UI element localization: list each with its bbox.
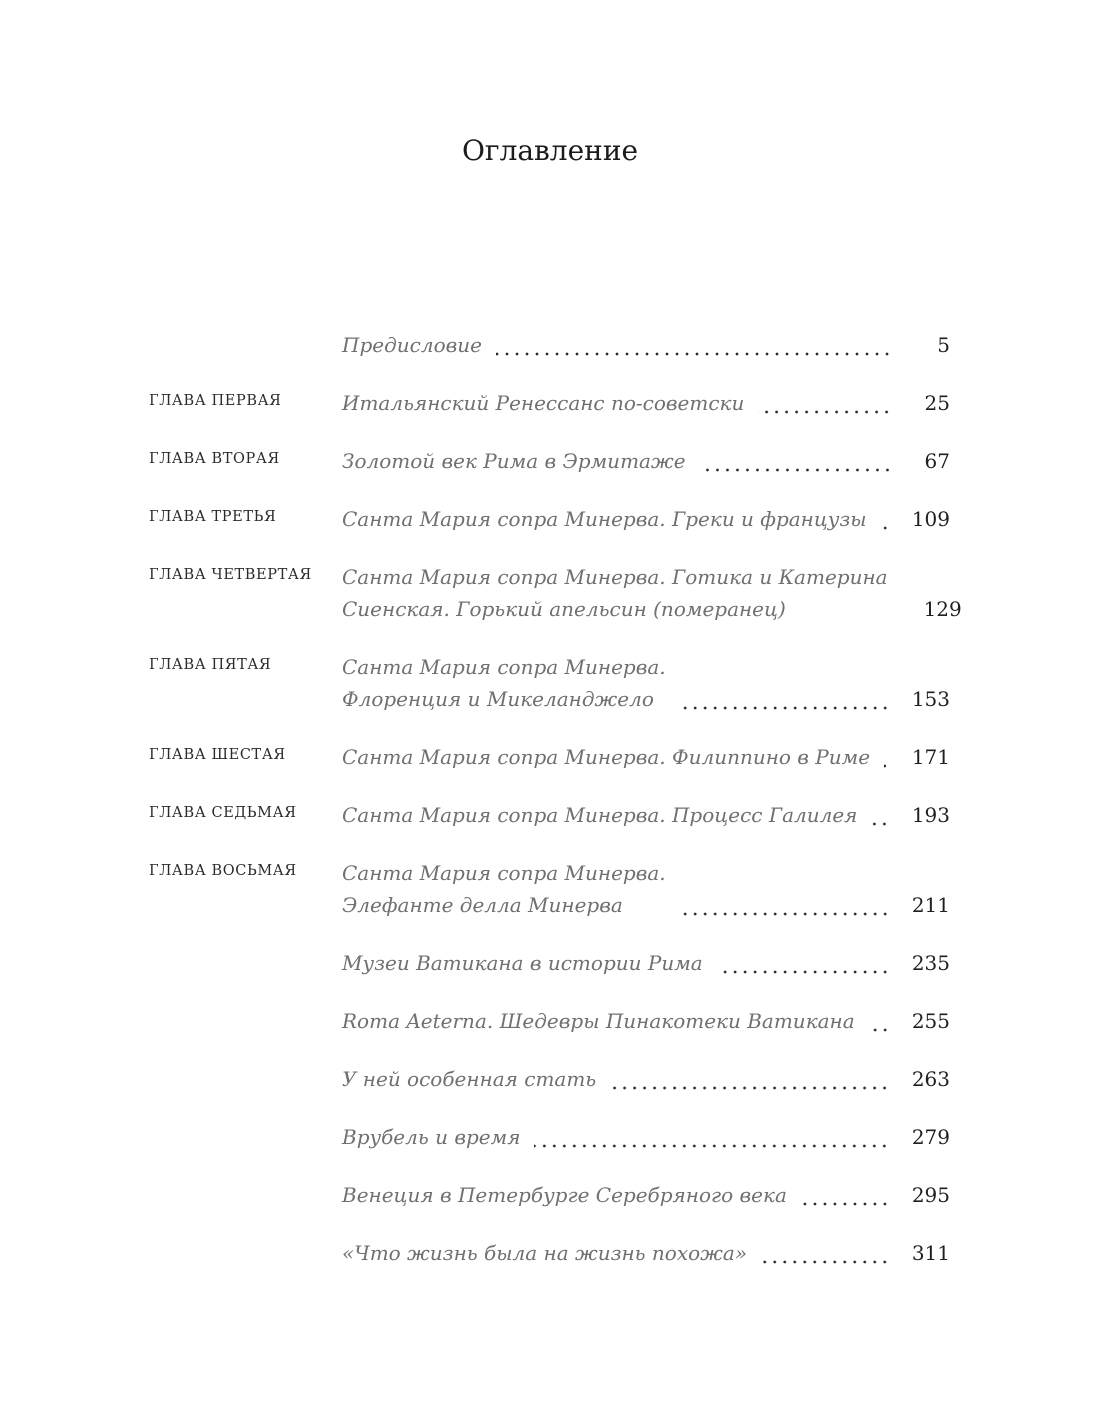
toc-entry	[0, 561, 1100, 651]
entry-title: Санта Мария сопра Минерва. Элефанте делла Минерва	[342, 861, 666, 917]
entry-line	[342, 857, 950, 921]
entry-line	[342, 651, 950, 715]
page-number: 279	[911, 1125, 950, 1149]
chapter-label: ГЛАВА СЕДЬМАЯ	[149, 805, 297, 821]
dot-leader	[884, 741, 890, 773]
entry-title: У ней особенная стать	[342, 1067, 597, 1091]
chapter-label: ГЛАВА ВОСЬМАЯ	[149, 863, 297, 879]
entry-line	[342, 503, 950, 535]
entry-line	[342, 445, 950, 477]
page-number: 193	[911, 803, 950, 827]
entry-title: Санта Мария сопра Минерва. Процесс Галилея	[342, 803, 858, 827]
entry-line	[342, 799, 950, 831]
entry-title: Санта Мария сопра Минерва. Флоренция и Микеланджело	[342, 655, 666, 711]
toc-entry	[0, 445, 1100, 503]
page-title: Оглавление	[461, 134, 639, 167]
entry-title: Венеция в Петербурге Серебряного века	[342, 1183, 787, 1207]
toc-entry	[0, 651, 1100, 741]
entry-line	[342, 561, 962, 625]
dot-leader	[758, 387, 892, 419]
entry-title: Roma Aeterna. Шедевры Пинакотеки Ватикана	[342, 1009, 855, 1033]
dot-leader	[717, 947, 890, 979]
entry-title: Предисловие	[342, 333, 482, 357]
toc-entry	[0, 1179, 1100, 1237]
entry-title: Санта Мария сопра Минерва. Филиппино в Риме	[342, 745, 871, 769]
dot-leader	[680, 683, 890, 715]
entry-line	[342, 1237, 950, 1269]
chapter-label: ГЛАВА ТРЕТЬЯ	[149, 509, 277, 525]
dot-leader	[871, 799, 889, 831]
page-number: 67	[924, 449, 950, 473]
page-number: 109	[911, 507, 950, 531]
entry-title: Золотой век Рима в Эрмитаже	[342, 449, 686, 473]
dot-leader	[761, 1237, 890, 1269]
page-number: 5	[937, 333, 950, 357]
toc-entry	[0, 387, 1100, 445]
dot-leader	[610, 1063, 890, 1095]
dot-leader	[496, 329, 892, 361]
table-of-contents	[0, 329, 1100, 1295]
page-number: 153	[911, 687, 950, 711]
entry-line	[342, 387, 950, 419]
chapter-label: ГЛАВА ПЕРВАЯ	[149, 393, 282, 409]
entry-line	[342, 329, 950, 361]
entry-line	[342, 1179, 950, 1211]
chapter-label: ГЛАВА ВТОРАЯ	[149, 451, 280, 467]
chapter-label: ГЛАВА ЧЕТВЕРТАЯ	[149, 567, 312, 583]
toc-entry	[0, 947, 1100, 1005]
entry-line	[342, 947, 950, 979]
entry-line	[342, 1005, 950, 1037]
dot-leader	[881, 503, 890, 535]
page-number: 295	[911, 1183, 950, 1207]
entry-title: Врубель и время	[342, 1125, 521, 1149]
dot-leader	[700, 445, 892, 477]
entry-line	[342, 1063, 950, 1095]
page-number: 129	[923, 597, 962, 621]
chapter-label: ГЛАВА ШЕСТАЯ	[149, 747, 286, 763]
page-number: 311	[911, 1241, 950, 1265]
dot-leader	[801, 1179, 890, 1211]
toc-entry	[0, 1237, 1100, 1295]
toc-entry	[0, 741, 1100, 799]
page-number: 255	[911, 1009, 950, 1033]
entry-title: Санта Мария сопра Минерва. Греки и французы	[342, 507, 867, 531]
page-number: 25	[924, 391, 950, 415]
entry-line	[342, 741, 950, 773]
dot-leader	[680, 889, 890, 921]
chapter-label: ГЛАВА ПЯТАЯ	[149, 657, 272, 673]
toc-entry	[0, 503, 1100, 561]
entry-title: Музеи Ватикана в истории Рима	[342, 951, 703, 975]
entry-title: Санта Мария сопра Минерва. Готика и Катерина Сиенская. Горький апельсин (померанец)	[342, 565, 888, 621]
entry-title: «Что жизнь была на жизнь похожа»	[342, 1241, 748, 1265]
entry-line	[342, 1121, 950, 1153]
page-number: 263	[911, 1067, 950, 1091]
dot-leader	[534, 1121, 889, 1153]
page-number: 211	[911, 893, 950, 917]
toc-entry	[0, 857, 1100, 947]
toc-entry	[0, 1005, 1100, 1063]
toc-entry	[0, 329, 1100, 387]
dot-leader	[869, 1005, 890, 1037]
toc-entry	[0, 1063, 1100, 1121]
toc-entry	[0, 799, 1100, 857]
page-number: 171	[911, 745, 950, 769]
entry-title: Итальянский Ренессанс по-советски	[342, 391, 745, 415]
page-number: 235	[911, 951, 950, 975]
toc-entry	[0, 1121, 1100, 1179]
